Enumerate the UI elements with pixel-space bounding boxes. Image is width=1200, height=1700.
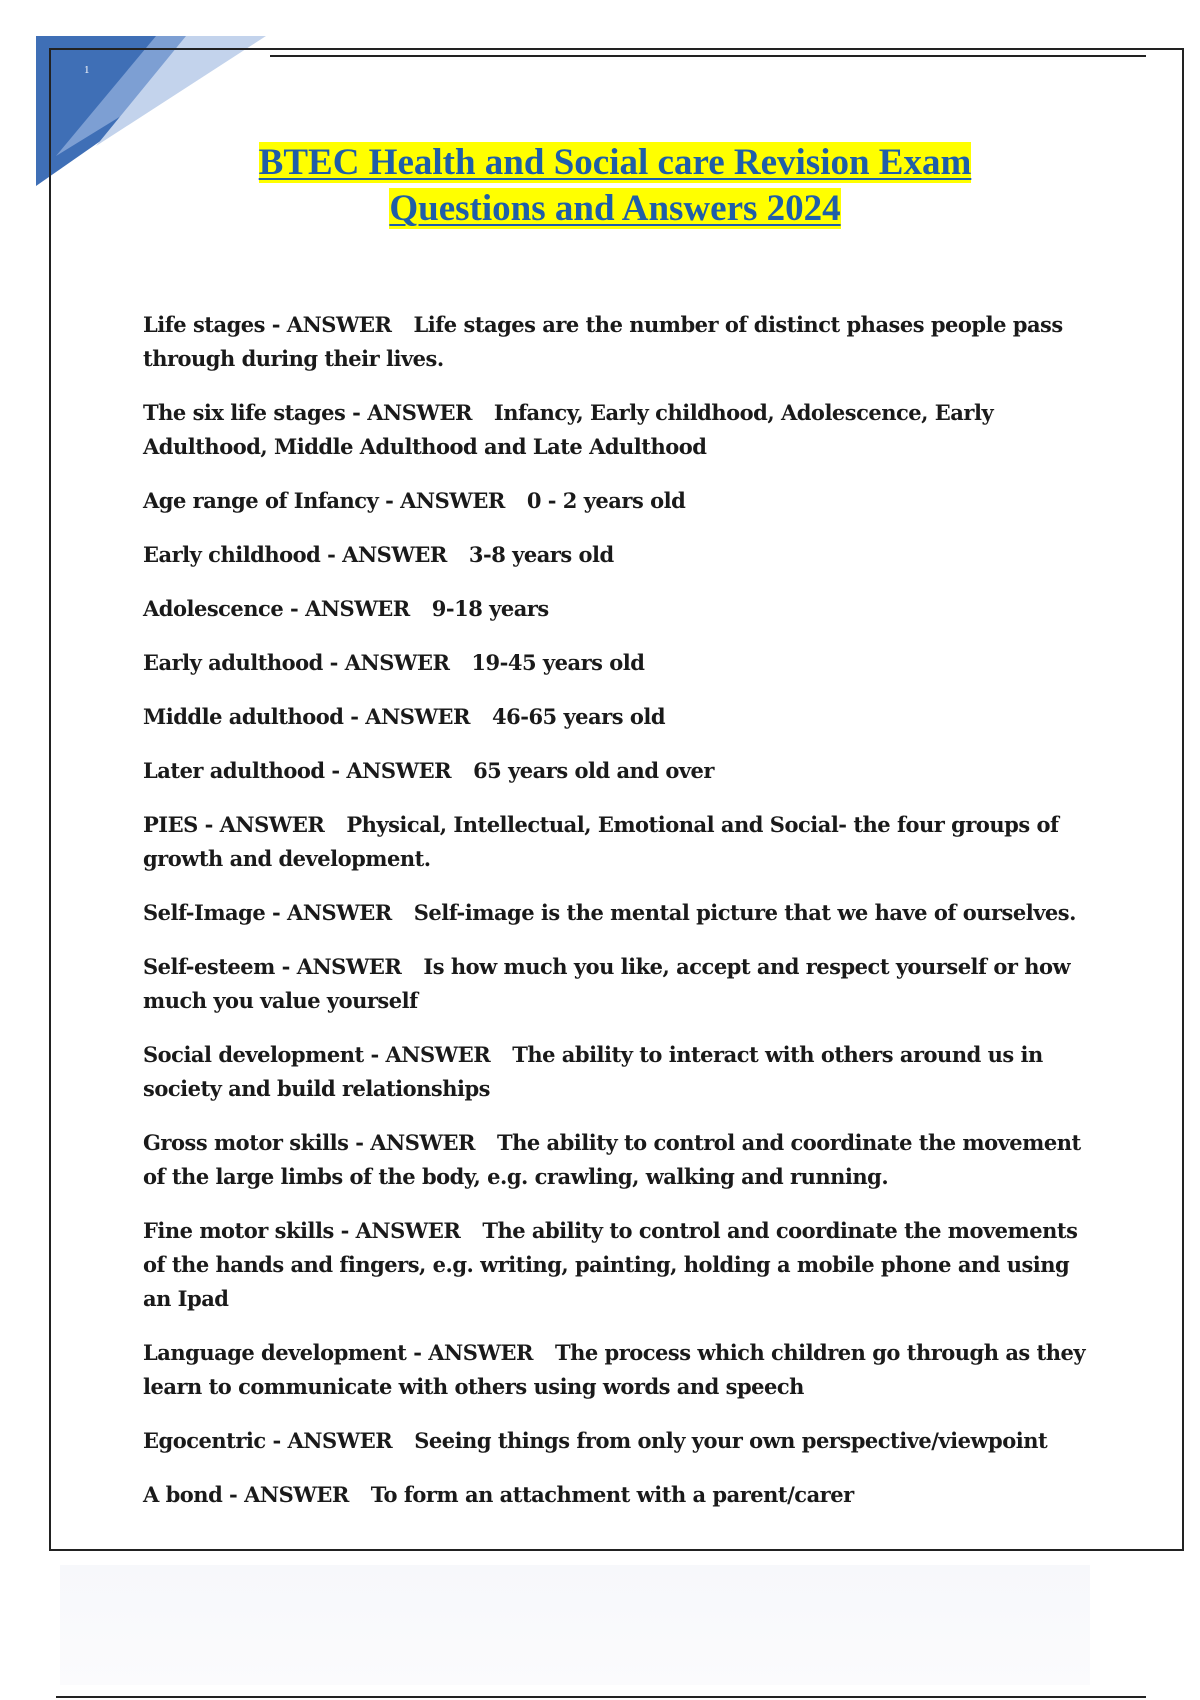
qa-item: Early adulthood - ANSWER 19-45 years old: [143, 650, 645, 675]
qa-term: Self-Image: [143, 900, 266, 925]
qa-answer-marker: ANSWER: [286, 312, 392, 337]
title-line-1: BTEC Health and Social care Revision Exam: [258, 142, 972, 183]
qa-term: Fine motor skills: [143, 1218, 334, 1243]
qa-term: Age range of Infancy: [143, 488, 379, 513]
qa-answer-marker: ANSWER: [355, 1218, 461, 1243]
qa-term: Later adulthood: [143, 758, 325, 783]
qa-answer: Life stages are the number of distinct phases people pass through during their lives.: [143, 312, 1063, 371]
qa-item: Fine motor skills - ANSWER The ability to control and coordinate the movements of the hands and fingers, e.g. writing, painting, holding a mobile phone and using an Ipad: [143, 1218, 1078, 1311]
qa-answer: Is how much you like, accept and respect yourself or how much you value yourself: [143, 954, 1071, 1013]
qa-item: Self-Image - ANSWER Self-image is the mental picture that we have of ourselves.: [143, 900, 1076, 925]
qa-answer: Seeing things from only your own perspective/viewpoint: [414, 1428, 1048, 1453]
qa-answer-marker: ANSWER: [342, 542, 447, 567]
qa-answer-marker: ANSWER: [287, 1428, 393, 1453]
title-line-2: Questions and Answers 2024: [389, 188, 841, 229]
qa-answer: Physical, Intellectual, Emotional and Social- the four groups of growth and development.: [143, 812, 1059, 871]
qa-answer-marker: ANSWER: [344, 650, 450, 675]
qa-term: Life stages: [143, 312, 265, 337]
qa-item: Adolescence - ANSWER 9-18 years: [143, 596, 549, 621]
next-page-preview: [60, 1565, 1090, 1685]
qa-term: Language development: [143, 1340, 407, 1365]
page-number: 1: [84, 64, 90, 76]
qa-term: Early childhood: [143, 542, 321, 567]
qa-answer-marker: ANSWER: [244, 1482, 349, 1507]
qa-answer: 0 - 2 years old: [526, 488, 686, 513]
qa-answer: The process which children go through as they learn to communicate with others using words and speech: [143, 1340, 1086, 1399]
qa-item: Age range of Infancy - ANSWER 0 - 2 years old: [143, 488, 686, 513]
qa-answer: 9-18 years: [431, 596, 549, 621]
qa-answer: 19-45 years old: [471, 650, 645, 675]
qa-answer-marker: ANSWER: [219, 812, 325, 837]
qa-answer-marker: ANSWER: [370, 1130, 475, 1155]
qa-answer: The ability to control and coordinate the movements of the hands and fingers, e.g. writing, painting, holding a mobile phone and using an Ipad: [143, 1218, 1078, 1311]
qa-answer-marker: ANSWER: [305, 596, 410, 621]
qa-item: A bond - ANSWER To form an attachment with a parent/carer: [143, 1482, 854, 1507]
qa-term: Egocentric: [143, 1428, 266, 1453]
qa-answer: Infancy, Early childhood, Adolescence, Early Adulthood, Middle Adulthood and Late Adulthood: [143, 400, 994, 459]
qa-term: Adolescence: [143, 596, 284, 621]
qa-answer: 65 years old and over: [473, 758, 714, 783]
qa-answer-marker: ANSWER: [287, 900, 392, 925]
qa-list: [143, 308, 1088, 1532]
qa-term: Middle adulthood: [143, 704, 344, 729]
qa-term: A bond: [143, 1482, 223, 1507]
qa-item: Life stages - ANSWER Life stages are the number of distinct phases people pass through during their lives.: [143, 312, 1063, 371]
qa-answer: To form an attachment with a parent/carer: [370, 1482, 854, 1507]
qa-answer-marker: ANSWER: [367, 400, 472, 425]
qa-answer: 3-8 years old: [468, 542, 614, 567]
qa-term: Social development: [143, 1042, 364, 1067]
qa-item: The six life stages - ANSWER Infancy, Early childhood, Adolescence, Early Adulthood, Middle Adulthood and Late Adulthood: [143, 400, 994, 459]
qa-term: Gross motor skills: [143, 1130, 349, 1155]
qa-item: Language development - ANSWER The process which children go through as they learn to communicate with others using words and speech: [143, 1340, 1086, 1399]
qa-term: Self-esteem: [143, 954, 275, 979]
qa-answer: Self-image is the mental picture that we have of ourselves.: [413, 900, 1076, 925]
footer-rule: [56, 1696, 1146, 1698]
qa-item: Later adulthood - ANSWER 65 years old and over: [143, 758, 714, 783]
qa-item: Middle adulthood - ANSWER 46-65 years old: [143, 704, 666, 729]
qa-answer-marker: ANSWER: [346, 758, 452, 783]
qa-item: PIES - ANSWER Physical, Intellectual, Emotional and Social- the four groups of growth and development.: [143, 812, 1059, 871]
qa-answer-marker: ANSWER: [296, 954, 402, 979]
qa-item: Early childhood - ANSWER 3-8 years old: [143, 542, 614, 567]
qa-item: Gross motor skills - ANSWER The ability to control and coordinate the movement of the large limbs of the body, e.g. crawling, walking and running.: [143, 1130, 1081, 1189]
qa-item: Social development - ANSWER The ability to interact with others around us in society and build relationships: [143, 1042, 1043, 1101]
qa-answer-marker: ANSWER: [385, 1042, 491, 1067]
qa-term: Early adulthood: [143, 650, 323, 675]
qa-answer-marker: ANSWER: [365, 704, 470, 729]
document-title: [100, 140, 1130, 232]
qa-term: PIES: [143, 812, 198, 837]
qa-item: Egocentric - ANSWER Seeing things from only your own perspective/viewpoint: [143, 1428, 1048, 1453]
qa-answer-marker: ANSWER: [428, 1340, 533, 1365]
qa-answer: The ability to control and coordinate the movement of the large limbs of the body, e.g. crawling, walking and running.: [143, 1130, 1081, 1189]
qa-item: Self-esteem - ANSWER Is how much you like, accept and respect yourself or how much you value yourself: [143, 954, 1071, 1013]
qa-answer-marker: ANSWER: [400, 488, 505, 513]
qa-answer: The ability to interact with others around us in society and build relationships: [143, 1042, 1043, 1101]
qa-term: The six life stages: [143, 400, 346, 425]
qa-answer: 46-65 years old: [492, 704, 666, 729]
